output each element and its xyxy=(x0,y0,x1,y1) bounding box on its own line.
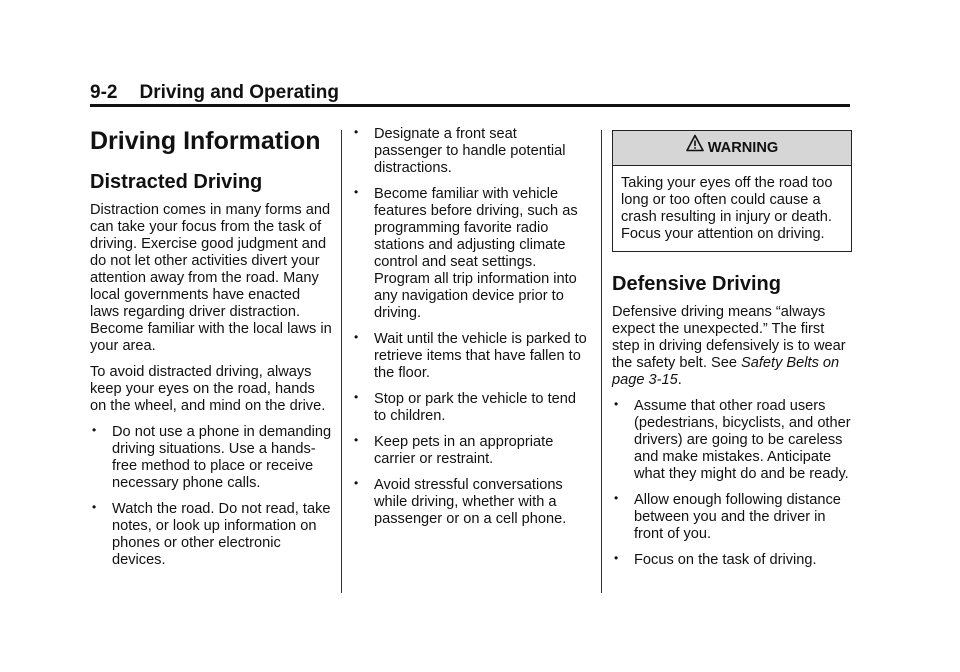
warning-triangle-icon xyxy=(686,131,704,165)
page-header xyxy=(90,82,850,104)
distracted-driving-heading: Distracted Driving xyxy=(90,171,263,193)
bullet-list xyxy=(352,126,588,528)
bullet-icon: • xyxy=(614,551,619,565)
header-rule xyxy=(90,104,850,107)
bullet-icon: • xyxy=(354,185,359,199)
column-3 xyxy=(612,130,852,578)
section-title: Driving and Operating xyxy=(139,82,339,103)
bullet-list xyxy=(612,398,852,569)
list-item: • Become familiar with vehicle features before driving, such as programming favorite radio stations and adjusting climate control and seat settings. Program all trip information into any navigation device prior to driving. xyxy=(354,185,578,321)
list-item: • Do not use a phone in demanding driving situations. Use a hands-free method to place or receive necessary phone calls. xyxy=(92,423,332,491)
bullet-icon: • xyxy=(354,476,359,490)
list-item: • Watch the road. Do not read, take notes, or look up information on phones or other electronic devices. xyxy=(92,500,331,568)
column-divider-1 xyxy=(341,130,342,593)
bullet-icon: • xyxy=(614,491,619,505)
warning-text: Taking your eyes off the road too long or too often could cause a crash resulting in injury or death. Focus your attention on driving. xyxy=(621,175,833,242)
list-item: • Designate a front seat passenger to handle potential distractions. xyxy=(354,125,566,176)
bullet-icon: • xyxy=(92,423,97,437)
page-number: 9-2 xyxy=(90,82,118,103)
warning-box xyxy=(612,130,852,252)
paragraph: To avoid distracted driving, always keep your eyes on the road, hands on the wheel, and mind on the drive. xyxy=(90,364,326,414)
bullet-icon: • xyxy=(614,397,619,411)
warning-label: WARNING xyxy=(707,140,779,156)
bullet-icon: • xyxy=(354,330,359,344)
bullet-icon: • xyxy=(92,500,97,514)
list-item: • Keep pets in an appropriate carrier or restraint. xyxy=(354,433,554,467)
list-item: • Allow enough following distance between you and the driver in front of you. xyxy=(614,491,841,542)
column-2 xyxy=(352,126,588,537)
paragraph: Distraction comes in many forms and can take your focus from the task of driving. Exercise good judgment and do not let other activities divert your attention away from the road. Many local governments have enacted laws regarding driver distraction. Become familiar with the local laws in your area. xyxy=(90,202,332,354)
defensive-driving-heading: Defensive Driving xyxy=(612,273,781,295)
warning-body xyxy=(613,166,851,251)
bullet-icon: • xyxy=(354,433,359,447)
list-item: • Stop or park the vehicle to tend to children. xyxy=(354,390,577,424)
bullet-icon: • xyxy=(354,390,359,404)
column-divider-2 xyxy=(601,130,602,593)
paragraph: Defensive driving means “always expect the unexpected.” The first step in driving defensively is to wear the safety belt. See Safety Belts on page 3-15. xyxy=(612,304,846,388)
warning-header xyxy=(613,131,851,166)
list-item: • Wait until the vehicle is parked to retrieve items that have fallen to the floor. xyxy=(354,330,587,381)
list-item: • Assume that other road users (pedestrians, bicyclists, and other drivers) are going to be careless and make mistakes. Anticipate what they might do and be ready. xyxy=(614,397,851,482)
bullet-list xyxy=(90,424,332,569)
bullet-icon: • xyxy=(354,125,359,139)
page-title: Driving Information xyxy=(90,127,321,155)
cross-reference: Safety Belts on page 3-15 xyxy=(612,355,840,388)
list-item: • Focus on the task of driving. xyxy=(614,551,817,568)
list-item: • Avoid stressful conversations while driving, whether with a passenger or on a cell phone. xyxy=(354,476,567,527)
column-1 xyxy=(90,124,332,578)
